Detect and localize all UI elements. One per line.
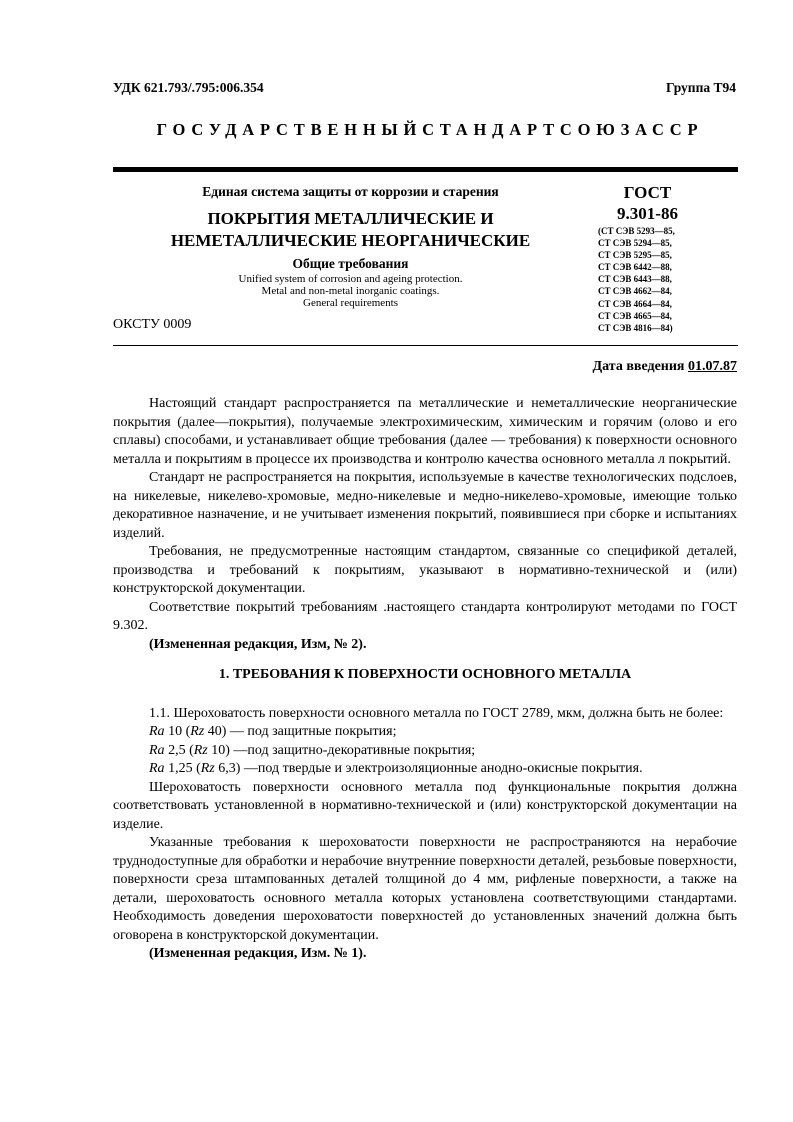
section-heading-1: 1. ТРЕБОВАНИЯ К ПОВЕРХНОСТИ ОСНОВНОГО МЕТАЛЛА xyxy=(218,667,632,682)
thin-divider xyxy=(113,345,738,346)
document-body xyxy=(113,395,737,964)
gost-designation xyxy=(575,182,720,224)
revision-note-1: (Измененная редакция, Изм. № 1). xyxy=(149,946,367,961)
english-title xyxy=(113,273,588,309)
gost-label: ГОСТ xyxy=(623,183,672,202)
document-title xyxy=(113,208,588,252)
introduction-date-label: Дата введения xyxy=(592,359,685,374)
st-sev-item: СТ СЭВ 4664—84, xyxy=(598,298,672,309)
roughness-item-anodic: Ra 1,25 (Rz 6,3) —под твердые и электроизоляционные анодно-окисные покрытия. xyxy=(149,761,643,776)
udk-code: УДК 621.793/.795:006.354 xyxy=(113,80,264,95)
title-line-1: ПОКРЫТИЯ МЕТАЛЛИЧЕСКИЕ И xyxy=(207,209,494,228)
document-subtitle: Общие требования xyxy=(292,256,409,271)
paragraph-other-requirements: Требования, не предусмотренные настоящим стандартом, связанные со спецификой деталей, производства и требований к покрытиям, указывают в нормативно-технической и (или) конструкторской документации. xyxy=(113,544,737,596)
paragraph-exclusions: Стандарт не распространяется на покрытия, используемые в качестве технологических подслоев, на никелевые, никелево-хромовые, медно-никелевые и медно-никелево-хромовые, имеющие только декоративное назначение, и не учитывает изменения покрытий, появившиеся при сборке и испытаниях изделий. xyxy=(113,470,737,541)
st-sev-item: СТ СЭВ 5294—85, xyxy=(598,238,672,249)
title-block xyxy=(113,183,588,309)
paragraph-control-methods: Соответствие покрытий требованиям .настоящего стандарта контролируют методами по ГОСТ 9.302. xyxy=(113,599,737,633)
paragraph-functional-roughness: Шероховатость поверхности основного металла под функциональные покрытия должна соответствовать установленной в нормативно-технической и (или) конструкторской документации на изделие. xyxy=(113,779,737,832)
st-sev-item: СТ СЭВ 5295—85, xyxy=(598,250,672,261)
state-standard-heading: ГОСУДАРСТВЕННЫЙСТАНДАРТСОЮЗАССР xyxy=(156,120,704,139)
paragraph-roughness-exceptions: Указанные требования к шероховатости поверхности не распространяются на нерабочие труднодоступные для обработки и нерабочие внутренние поверхности деталей, резьбовые поверхности, поверхности среза штампованных деталей толщиной до 4 мм, рифленые поверхности, а также на детали, шероховатость основного металла которых установлена соответствующими стандартами. Необходимость доведения шероховатости поверхностей до установленных значений должна быть оговорена в конструкторской документации. xyxy=(113,835,737,943)
group-code: Группа Т94 xyxy=(665,80,736,95)
roughness-item-decorative: Ra 2,5 (Rz 10) —под защитно-декоративные покрытия; xyxy=(149,742,476,758)
english-line-1: Unified system of corrosion and ageing protection. xyxy=(238,273,463,285)
english-line-2: Metal and non-metal inorganic coatings. xyxy=(261,285,440,297)
paragraph-roughness: 1.1. Шероховатость поверхности основного металла по ГОСТ 2789, мкм, должна быть не более: xyxy=(149,705,724,721)
title-line-2: НЕМЕТАЛЛИЧЕСКИЕ НЕОРГАНИЧЕСКИЕ xyxy=(170,231,531,250)
system-name: Единая система защиты от коррозии и старения xyxy=(202,184,499,199)
st-sev-item: СТ СЭВ 6442—88, xyxy=(598,262,672,273)
english-line-3: General requirements xyxy=(303,297,398,309)
st-sev-item: СТ СЭВ 4816—84) xyxy=(598,322,673,333)
introduction-date-value: 01.07.87 xyxy=(688,359,737,374)
paragraph-scope: Настоящий стандарт распространяется па металлические и неметаллические неорганические покрытия (далее—покрытия), получаемые электрохимическим, химическим и горячим (олово и его сплавы) способами, и устанавливает общие требования (далее — требования) к поверхности основного металла и покрытиям в процессе их производства и контролю качества основного металла л покрытий. xyxy=(113,396,737,467)
st-sev-item: СТ СЭВ 4665—84, xyxy=(598,310,672,321)
st-sev-item: СТ СЭВ 4662—84, xyxy=(598,286,672,297)
revision-note-2: (Измененная редакция, Изм, № 2). xyxy=(149,636,367,652)
okstu-code: ОКСТУ 0009 xyxy=(113,317,192,332)
st-sev-item: (СТ СЭВ 5293—85, xyxy=(598,226,675,236)
thick-divider xyxy=(113,167,738,172)
st-sev-item: СТ СЭВ 6443—88, xyxy=(598,274,672,285)
gost-number: 9.301-86 xyxy=(617,204,678,223)
roughness-item-protective: Ra 10 (Rz 40) — под защитные покрытия; xyxy=(149,724,397,739)
introduction-date xyxy=(593,359,737,375)
st-sev-list xyxy=(598,225,675,334)
